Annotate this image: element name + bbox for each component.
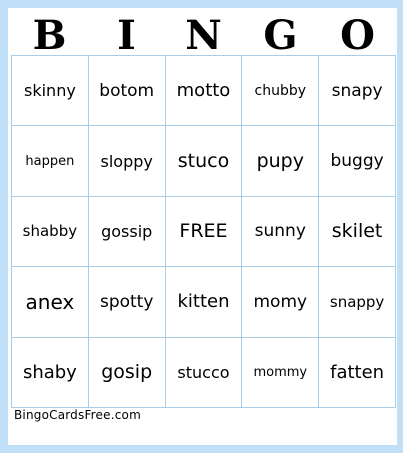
cell-word: motto [176, 80, 231, 102]
bingo-cell[interactable] [166, 267, 243, 337]
bingo-cell[interactable] [242, 267, 319, 337]
cell-word: pupy [256, 150, 304, 173]
cell-word: stucco [177, 362, 230, 382]
cell-word: snapy [331, 80, 383, 101]
bingo-cell[interactable] [89, 126, 166, 196]
bingo-cell[interactable] [12, 267, 89, 337]
cell-word: momy [253, 291, 308, 312]
site-credit: BingoCardsFree.com [14, 408, 141, 422]
bingo-cell[interactable] [12, 197, 89, 267]
header-letter-b: B [32, 12, 67, 59]
bingo-cell[interactable] [319, 126, 396, 196]
bingo-cell[interactable] [242, 56, 319, 126]
cell-word: gosip [101, 361, 153, 384]
free-space-cell[interactable] [166, 197, 243, 267]
bingo-cell[interactable] [166, 56, 243, 126]
bingo-cell[interactable] [319, 197, 396, 267]
cell-word: spotty [99, 291, 154, 312]
cell-word: botom [99, 80, 155, 101]
cell-word: shabby [22, 222, 78, 241]
bingo-cell[interactable] [242, 338, 319, 408]
cell-word: fatten [330, 361, 385, 383]
header-letter-o: O [340, 12, 375, 59]
cell-word: happen [25, 153, 75, 169]
bingo-cell[interactable] [89, 267, 166, 337]
bingo-cell[interactable] [89, 338, 166, 408]
cell-word: sloppy [100, 151, 153, 171]
bingo-grid [11, 55, 396, 408]
cell-word: skinny [24, 81, 76, 101]
bingo-cell[interactable] [89, 56, 166, 126]
bingo-card [8, 8, 397, 445]
cell-word: kitten [177, 291, 230, 313]
header-letter-n: N [185, 12, 222, 59]
cell-word: buggy [330, 151, 384, 172]
bingo-cell[interactable] [319, 338, 396, 408]
bingo-cell[interactable] [319, 56, 396, 126]
cell-word: gossip [101, 221, 153, 241]
cell-word: stuco [177, 150, 230, 173]
bingo-header [11, 14, 396, 58]
cell-word: skilet [331, 220, 383, 243]
header-letter-g: G [263, 12, 298, 59]
cell-word: chubby [254, 82, 307, 99]
cell-word: snappy [329, 292, 385, 311]
cell-word: sunny [254, 221, 306, 242]
bingo-cell[interactable] [12, 56, 89, 126]
bingo-cell[interactable] [12, 126, 89, 196]
bingo-cell[interactable] [319, 267, 396, 337]
header-letter-i: I [117, 12, 136, 59]
bingo-cell[interactable] [89, 197, 166, 267]
bingo-cell[interactable] [166, 338, 243, 408]
cell-word: mommy [253, 364, 308, 380]
bingo-cell[interactable] [242, 197, 319, 267]
free-space-label: FREE [179, 220, 228, 243]
bingo-cell[interactable] [242, 126, 319, 196]
cell-word: shaby [22, 361, 77, 383]
bingo-cell[interactable] [166, 126, 243, 196]
bingo-cell[interactable] [12, 338, 89, 408]
cell-word: anex [25, 289, 75, 314]
